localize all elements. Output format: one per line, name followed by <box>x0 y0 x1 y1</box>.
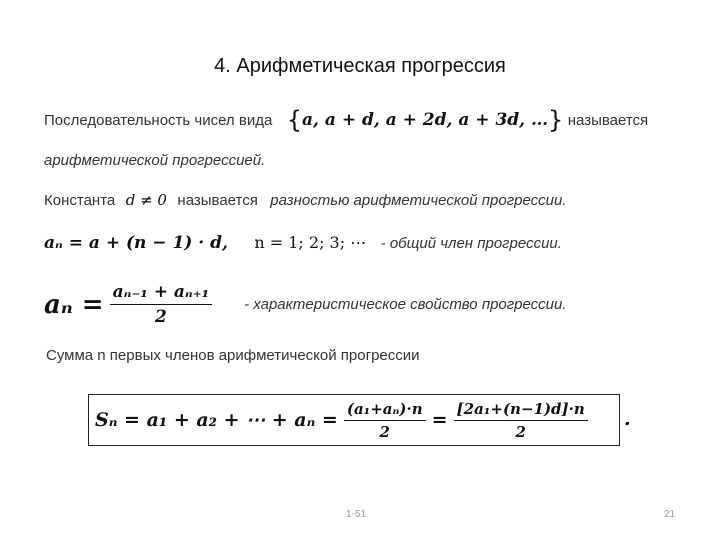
sum-formula <box>95 397 588 443</box>
called-text: называется <box>567 112 649 129</box>
sum-period: . <box>624 408 631 430</box>
open-brace: { <box>286 106 303 134</box>
called-text-2: называется <box>177 192 258 209</box>
characteristic-lhs: aₙ = <box>44 289 104 320</box>
page-number: 21 <box>664 509 676 520</box>
slide-title: 4. Арифметическая прогрессия <box>214 55 506 77</box>
sum-equals: = <box>431 409 448 431</box>
characteristic-denominator: 2 <box>154 307 167 327</box>
sequence-terms: a, a + d, a + 2d, a + 3d, … <box>302 110 548 130</box>
sequence-formula <box>286 106 564 134</box>
sum-intro: Сумма n первых членов арифметической прогрессии <box>46 347 420 364</box>
footer-center-label: 1-51 <box>346 509 367 520</box>
difference-line <box>44 191 566 210</box>
general-term-desc: - общий член прогрессии. <box>380 235 562 252</box>
progression-term: арифметической прогрессией. <box>44 152 266 169</box>
definition-line <box>44 106 648 134</box>
sum-lhs: Sₙ = a₁ + a₂ + ⋯ + aₙ = <box>95 409 338 431</box>
sum-fraction-2 <box>454 400 588 441</box>
close-brace: } <box>548 106 564 134</box>
difference-definition: разностью арифметической прогрессии. <box>270 192 567 209</box>
sum-fraction-2-denominator: 2 <box>515 422 526 441</box>
characteristic-fraction <box>110 282 213 327</box>
sum-fraction-1-denominator: 2 <box>379 422 390 441</box>
constant-text: Константа <box>44 192 116 209</box>
characteristic-line <box>44 282 567 327</box>
index-range: n = 1; 2; 3; ⋯ <box>254 233 367 252</box>
general-term-formula: aₙ = a + (n − 1) · d, <box>44 233 228 253</box>
sum-fraction-1 <box>344 400 426 441</box>
general-term-line <box>44 233 562 253</box>
sum-fraction-2-numerator: [2a₁+(n−1)d]·n <box>454 400 588 421</box>
difference-condition: d ≠ 0 <box>125 191 167 209</box>
definition-text: Последовательность чисел вида <box>44 112 273 129</box>
characteristic-numerator: aₙ₋₁ + aₙ₊₁ <box>110 282 213 305</box>
sum-fraction-1-numerator: (a₁+aₙ)·n <box>344 400 426 421</box>
characteristic-desc: - характеристическое свойство прогрессии. <box>244 296 567 313</box>
